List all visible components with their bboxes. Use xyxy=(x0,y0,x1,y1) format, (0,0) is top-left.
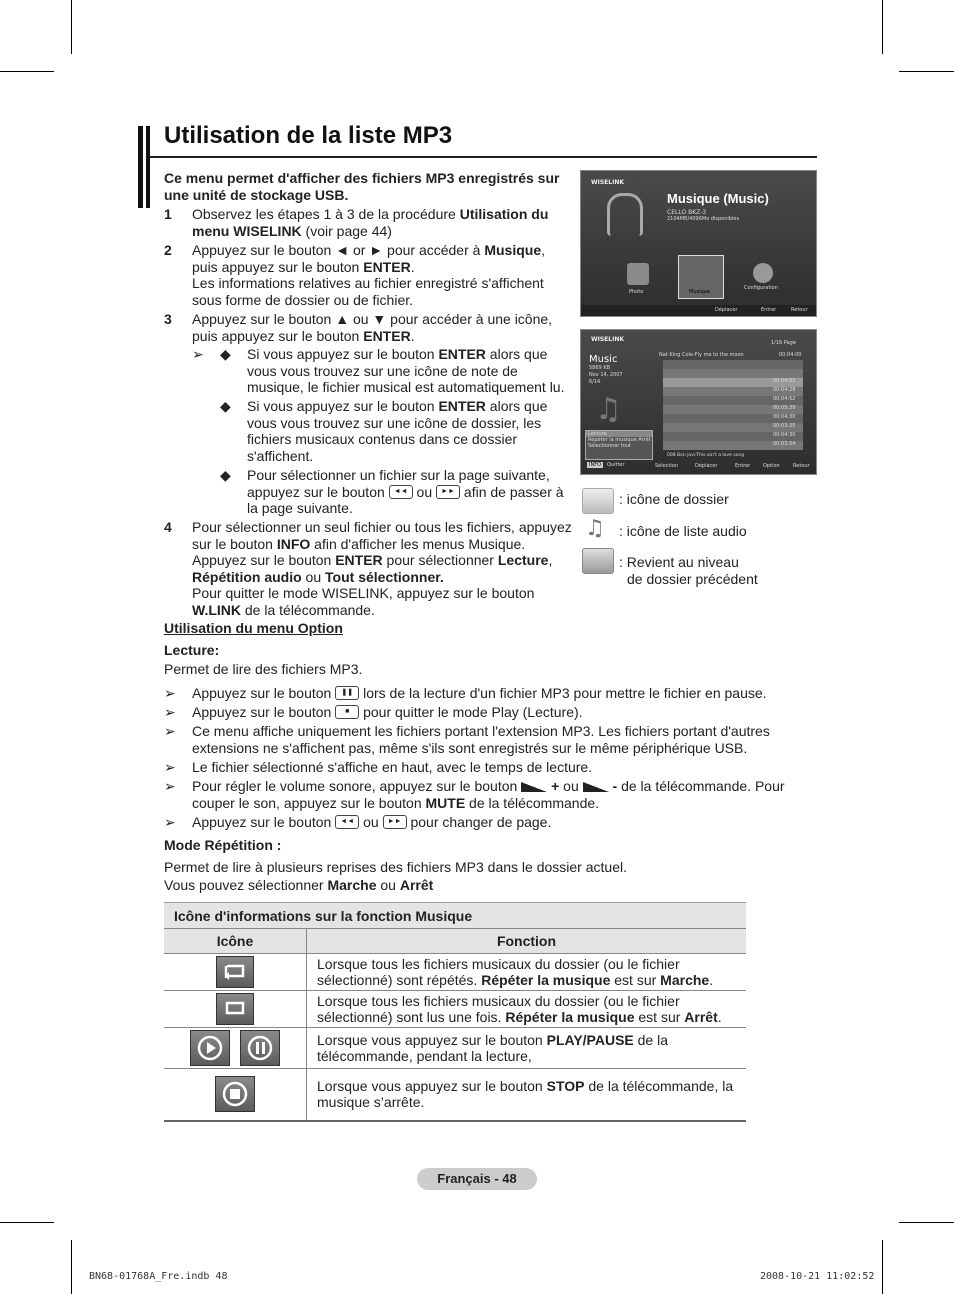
music-note-icon: ♫ xyxy=(595,392,622,427)
cell-text: Lorsque vous appuyez sur le bouton xyxy=(317,1078,547,1095)
cell-text: de la télécommande, la musique s’arrête. xyxy=(317,1078,734,1111)
note-part: Appuyez sur le bouton xyxy=(192,685,332,701)
title-bar-right xyxy=(146,126,150,208)
menu-item-lecture[interactable]: Lecture xyxy=(586,431,652,437)
title-rule xyxy=(150,156,817,158)
table-cell xyxy=(307,991,747,1028)
mode-part: ou xyxy=(376,877,400,893)
note-part: pour quitter le mode Play (Lecture). xyxy=(363,704,583,720)
headphones-icon xyxy=(607,193,643,236)
crop-mark xyxy=(882,0,883,54)
step-text: . xyxy=(410,258,415,275)
mode-part: Vous pouvez sélectionner xyxy=(164,877,328,893)
page-indicator: 1/16 Page xyxy=(771,340,796,346)
table-row[interactable] xyxy=(663,369,803,378)
note-part: - xyxy=(612,778,618,794)
step-text-bold: ENTER xyxy=(363,327,411,344)
hint-select: Sélection xyxy=(655,463,679,469)
row-time: 00:04:30 xyxy=(773,432,796,438)
bullet-icon: ◆ xyxy=(220,467,231,483)
hint-option: Option xyxy=(763,463,780,469)
step-text-bold: Répétition audio xyxy=(192,568,302,585)
hint-enter: Entrer xyxy=(761,307,777,313)
device-name: CELLO BKZ-3 xyxy=(667,209,707,216)
table-cell xyxy=(164,1028,307,1069)
hint-enter: Entrer xyxy=(735,463,751,469)
device-free: 2104MB/4096Mo disponibles xyxy=(667,216,740,222)
title-bar-left xyxy=(138,126,143,208)
step-4 xyxy=(164,519,576,618)
volume-down-icon xyxy=(583,782,609,792)
note-part: pour changer de page. xyxy=(410,814,552,830)
photo-icon xyxy=(627,263,649,285)
note-part: MUTE xyxy=(425,794,466,811)
stop-button-icon: ■ xyxy=(335,705,359,719)
cell-text: PLAY/PAUSE xyxy=(546,1032,634,1048)
lecture-heading: Lecture: xyxy=(164,642,220,658)
step-text: afin d'afficher les menus Musique. xyxy=(310,535,526,552)
table-row[interactable] xyxy=(663,360,803,369)
hint-move: Déplacer xyxy=(695,463,718,469)
table-cell xyxy=(307,1069,747,1121)
step-text: ou xyxy=(301,568,326,585)
step-number: 3 xyxy=(164,311,172,327)
step-text: pour sélectionner xyxy=(382,552,498,568)
row-time: 00:04:01 xyxy=(773,378,796,384)
wiselink-logo: WISELINK xyxy=(591,179,624,186)
note-2 xyxy=(192,704,792,721)
note-5 xyxy=(192,778,792,811)
now-playing: Nat King Cole-Fly me to the moon xyxy=(659,352,744,358)
step-text-bold: INFO xyxy=(276,535,311,552)
legend-folder: : icône de dossier xyxy=(619,491,729,507)
step-text: , xyxy=(548,552,553,568)
step-text-bold: ENTER xyxy=(363,258,411,275)
mode-heading: Mode Répétition : xyxy=(164,837,282,853)
back-folder-icon xyxy=(582,548,614,574)
now-playing-time: 00:04:00 xyxy=(779,352,802,358)
slug-right: 2008-10-21 11:02:52 xyxy=(760,1271,875,1282)
page-number: Français - 48 xyxy=(417,1168,537,1190)
repeat-off-icon xyxy=(216,993,254,1025)
volume-up-icon xyxy=(521,782,547,792)
hint-back: Retour xyxy=(793,463,810,469)
step-text: Les informations relatives au fichier enregistré s'affichent sous forme de dossier ou de fichier. xyxy=(192,275,544,308)
row-time: 00:04:52 xyxy=(773,396,796,402)
table-cell xyxy=(164,991,307,1028)
table-row[interactable] xyxy=(663,423,803,432)
legend-back-1: : Revient au niveau xyxy=(619,554,739,570)
crop-mark xyxy=(882,1240,883,1294)
screenshot-music-menu xyxy=(580,170,817,317)
note-6 xyxy=(192,814,792,831)
step-3 xyxy=(164,311,574,344)
bullet-part: alors que vous vous trouvez sur une icône de note de musique, le fichier musical est automatiquement lu. xyxy=(247,346,565,395)
table-cell xyxy=(164,954,307,991)
table-row[interactable] xyxy=(663,378,803,387)
mode-desc: Permet de lire à plusieurs reprises des fichiers MP3 dans le dossier actuel. xyxy=(164,859,627,875)
cell-text: STOP xyxy=(546,1078,585,1095)
cell-text: est sur xyxy=(610,972,661,988)
quit-hint: Quitter xyxy=(607,462,625,468)
table-row[interactable] xyxy=(663,432,803,441)
step-number: 4 xyxy=(164,519,172,535)
step-text-bold: W.LINK xyxy=(192,601,241,618)
file-count: 6/14 xyxy=(589,379,601,385)
file-date: Nov 14, 2007 xyxy=(589,372,623,378)
step-number: 2 xyxy=(164,242,172,258)
repeat-on-icon xyxy=(216,956,254,988)
cell-text: Marche xyxy=(660,972,710,988)
crop-mark xyxy=(0,71,54,72)
step-text: de la télécommande. xyxy=(241,601,375,618)
rewind-button-icon: ◄◄ xyxy=(335,815,359,829)
bullet-part: alors que vous vous trouvez sur une icône de dossier, les fichiers musicaux contenus dans ce dossier s'affichent. xyxy=(247,398,548,464)
note-arrow-icon: ➢ xyxy=(164,685,176,701)
step-text: Appuyez sur le bouton xyxy=(192,552,336,568)
note-part: de la télécommande. xyxy=(465,794,600,811)
info-badge: INFO xyxy=(589,462,602,468)
cell-text: est sur xyxy=(634,1009,685,1025)
note-part: ou xyxy=(563,778,579,794)
cell-text: Lorsque tous les fichiers musicaux du dossier (ou le fichier sélectionné) sont répétés. xyxy=(317,956,680,988)
step-1 xyxy=(164,206,574,239)
note-arrow-icon: ➢ xyxy=(164,778,176,794)
crop-mark xyxy=(899,71,954,72)
step-text-bold: Utilisation du menu WISELINK xyxy=(192,206,549,239)
forward-button-icon: ►► xyxy=(383,815,407,829)
slug-left: BN68-01768A_Fre.indb 48 xyxy=(89,1271,228,1282)
step-text: Pour sélectionner un seul fichier ou tous les fichiers, appuyez sur le bouton xyxy=(192,519,572,552)
hint-move: Déplacer xyxy=(715,307,738,313)
option-heading: Utilisation du menu Option xyxy=(164,620,343,636)
row-name: 008 Bon jovi-This ain't a love song xyxy=(667,453,745,458)
mode-select xyxy=(164,877,433,894)
audio-list-icon: ♫ xyxy=(585,516,605,541)
legend-audio: : icône de liste audio xyxy=(619,523,747,539)
step-text: Observez les étapes 1 à 3 de la procédure xyxy=(192,206,460,222)
stop-icon xyxy=(215,1076,255,1112)
step-text-bold: Lecture xyxy=(497,552,549,568)
table-row[interactable] xyxy=(663,441,803,458)
crop-mark xyxy=(71,1240,72,1294)
table-row[interactable] xyxy=(663,387,803,396)
menu-item-music: Musique xyxy=(689,289,710,295)
step-text: Pour quitter le mode WISELINK, appuyez sur le bouton xyxy=(192,585,535,601)
note-arrow-icon: ➢ xyxy=(164,814,176,830)
table-cell xyxy=(307,1028,747,1069)
step-text: Appuyez sur le bouton ▲ ou ▼ pour accéder à une icône, puis appuyez sur le bouton xyxy=(192,311,553,344)
step-number: 1 xyxy=(164,206,172,222)
bullet-part: Si vous appuyez sur le bouton xyxy=(247,398,439,414)
hint-bar xyxy=(581,305,816,317)
column-header-function: Fonction xyxy=(307,929,747,954)
row-time: 00:03:25 xyxy=(773,423,796,429)
row-time: 00:04:30 xyxy=(773,414,796,420)
step-text-bold: ENTER xyxy=(335,552,383,568)
bullet-part: Pour sélectionner un fichier sur la page suivante, appuyez sur le bouton xyxy=(247,467,550,500)
settings-icon xyxy=(753,263,773,283)
rewind-button-icon: ◄◄ xyxy=(389,485,413,499)
bullet-bold: ENTER xyxy=(438,346,486,362)
cell-text: Arrêt xyxy=(684,1009,718,1025)
step-text: Appuyez sur le bouton ◄ or ► pour accéder à xyxy=(192,242,485,258)
note-part: Appuyez sur le bouton xyxy=(192,704,332,720)
bullet-icon: ◆ xyxy=(220,346,231,362)
row-time: 00:03:54 xyxy=(773,441,796,447)
file-size: 5869 KB xyxy=(589,365,611,371)
menu-item-repeat[interactable]: Répéter la musique Arrêt xyxy=(588,437,651,443)
menu-item-config: Configuration xyxy=(744,285,778,291)
bullet-text xyxy=(247,346,572,396)
lecture-desc: Permet de lire des fichiers MP3. xyxy=(164,661,363,677)
note-part: Appuyez sur le bouton xyxy=(192,814,332,830)
cell-text: Répéter la musique xyxy=(481,972,611,988)
bullet-icon: ◆ xyxy=(220,398,231,414)
function-table xyxy=(164,902,746,1122)
mode-part: Arrêt xyxy=(399,877,434,893)
table-row[interactable] xyxy=(663,414,803,423)
pause-icon xyxy=(240,1030,280,1066)
column-header-icon: Icône xyxy=(164,929,307,954)
menu-item-photo: Photo xyxy=(629,289,644,295)
bullet-bold: ENTER xyxy=(438,398,486,414)
screenshot-music-list xyxy=(580,329,817,475)
note-arrow-icon: ➢ xyxy=(164,723,176,739)
note-arrow-icon: ➢ xyxy=(164,759,176,775)
crop-mark xyxy=(71,0,72,54)
note-part: ou xyxy=(363,814,379,830)
hint-back: Retour xyxy=(791,307,808,313)
step-text-bold: Musique xyxy=(484,242,542,258)
pause-button-icon: ❚❚ xyxy=(335,686,359,700)
play-icon xyxy=(190,1030,230,1066)
bullet-text xyxy=(247,398,572,464)
bullet-part: ou xyxy=(416,483,433,500)
table-row[interactable] xyxy=(663,396,803,405)
step-text: , xyxy=(541,242,545,258)
wiselink-logo: WISELINK xyxy=(591,336,624,343)
bullet-text xyxy=(247,467,577,517)
step-text: . xyxy=(410,327,415,344)
crop-mark xyxy=(0,1222,54,1223)
table-row[interactable] xyxy=(663,405,803,414)
step-text: puis appuyez sur le bouton xyxy=(192,258,364,275)
table-cell xyxy=(307,954,747,991)
note-part: lors de la lecture d'un fichier MP3 pour mettre le fichier en pause. xyxy=(363,685,767,701)
table-cell xyxy=(164,1069,307,1121)
cell-text: . xyxy=(717,1009,722,1025)
screen1-heading: Musique (Music) xyxy=(667,191,769,206)
forward-button-icon: ►► xyxy=(436,485,460,499)
menu-item-select-all[interactable]: Sélectionner tout xyxy=(588,443,632,449)
note-arrow-icon: ➢ xyxy=(164,704,176,720)
bullet-part: Si vous appuyez sur le bouton xyxy=(247,346,439,362)
bullet-part: afin de passer à la page suivante. xyxy=(247,483,564,516)
cell-text: Répéter la musique xyxy=(505,1009,635,1025)
step-text-bold: Tout sélectionner. xyxy=(325,568,444,585)
cell-text: de la télécommande, pendant la lecture, xyxy=(317,1032,668,1064)
table-caption: Icône d'informations sur la fonction Musique xyxy=(164,903,746,929)
row-time: 00:04:28 xyxy=(773,387,796,393)
page-title: Utilisation de la liste MP3 xyxy=(164,122,453,149)
crop-mark xyxy=(899,1222,954,1223)
music-label: Music xyxy=(589,354,618,365)
note-arrow-icon: ➢ xyxy=(192,346,204,362)
note-4: Le fichier sélectionné s'affiche en haut, avec le temps de lecture. xyxy=(192,759,593,775)
intro: Ce menu permet d'afficher des fichiers MP3 enregistrés sur une unité de stockage USB. xyxy=(164,170,560,203)
row-time: 00:05:39 xyxy=(773,405,796,411)
option-menu xyxy=(585,430,653,460)
note-part: + xyxy=(551,778,560,794)
cell-text: Lorsque tous les fichiers musicaux du dossier (ou le fichier sélectionné) sont lus une fois. xyxy=(317,993,680,1025)
note-1 xyxy=(192,685,792,702)
file-list xyxy=(647,360,805,456)
folder-icon xyxy=(582,488,614,514)
step-2 xyxy=(164,242,574,308)
note-part: de la télécommande. Pour couper le son, appuyez sur le bouton xyxy=(192,778,785,811)
legend-back-2: de dossier précédent xyxy=(627,571,758,587)
step-text: (voir page 44) xyxy=(301,222,392,239)
mode-part: Marche xyxy=(327,877,377,893)
note-3: Ce menu affiche uniquement les fichiers portant l'extension MP3. Les fichiers portant d'autres extensions ne s'affichent pas, même s'ils sont enregistrés sur le même périphérique USB. xyxy=(192,723,770,756)
note-part: Pour régler le volume sonore, appuyez sur le bouton xyxy=(192,778,518,794)
cell-text: Lorsque vous appuyez sur le bouton xyxy=(317,1032,547,1048)
cell-text: . xyxy=(709,972,714,988)
